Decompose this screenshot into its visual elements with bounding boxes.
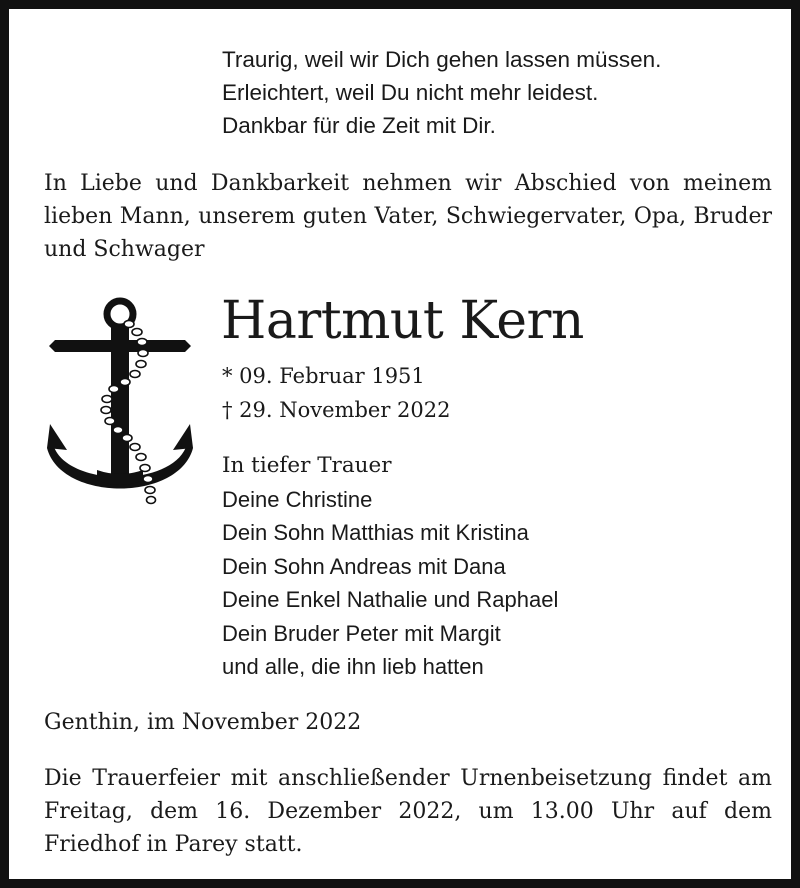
- intro-text: In Liebe und Dankbarkeit nehmen wir Abschied von meinem lieben Mann, unserem guten Vater, Schwiegervater, Opa, Bruder und Schwager: [44, 171, 772, 262]
- birth-date: * 09. Februar 1951: [222, 364, 425, 388]
- poem: [222, 43, 661, 142]
- mourner-name: Dein Bruder Peter mit Margit: [222, 620, 501, 646]
- funeral-info: Die Trauerfeier mit anschließender Urnenbeisetzung findet am Freitag, dem 16. Dezember 2022, um 13.00 Uhr auf dem Friedhof in Parey statt.: [44, 766, 772, 857]
- anchor-icon: [47, 292, 197, 507]
- death-date: † 29. November 2022: [222, 398, 451, 422]
- poem-line: Erleichtert, weil Du nicht mehr leidest.: [222, 80, 599, 105]
- mourners-list: [222, 449, 558, 684]
- mourner-name: Deine Christine: [222, 486, 373, 512]
- place-and-date: Genthin, im November 2022: [44, 710, 362, 735]
- poem-line: Traurig, weil wir Dich gehen lassen müssen.: [222, 47, 662, 72]
- life-dates: [222, 359, 451, 427]
- mourner-name: Deine Enkel Nathalie und Raphael: [222, 587, 559, 612]
- mourners-heading: In tiefer Trauer: [222, 453, 392, 478]
- mourner-name: und alle, die ihn lieb hatten: [222, 654, 484, 679]
- mourner-name: Dein Sohn Andreas mit Dana: [222, 553, 506, 579]
- poem-line: Dankbar für die Zeit mit Dir.: [222, 113, 496, 138]
- mourner-name: Dein Sohn Matthias mit Kristina: [222, 520, 529, 545]
- deceased-name: Hartmut Kern: [221, 291, 584, 351]
